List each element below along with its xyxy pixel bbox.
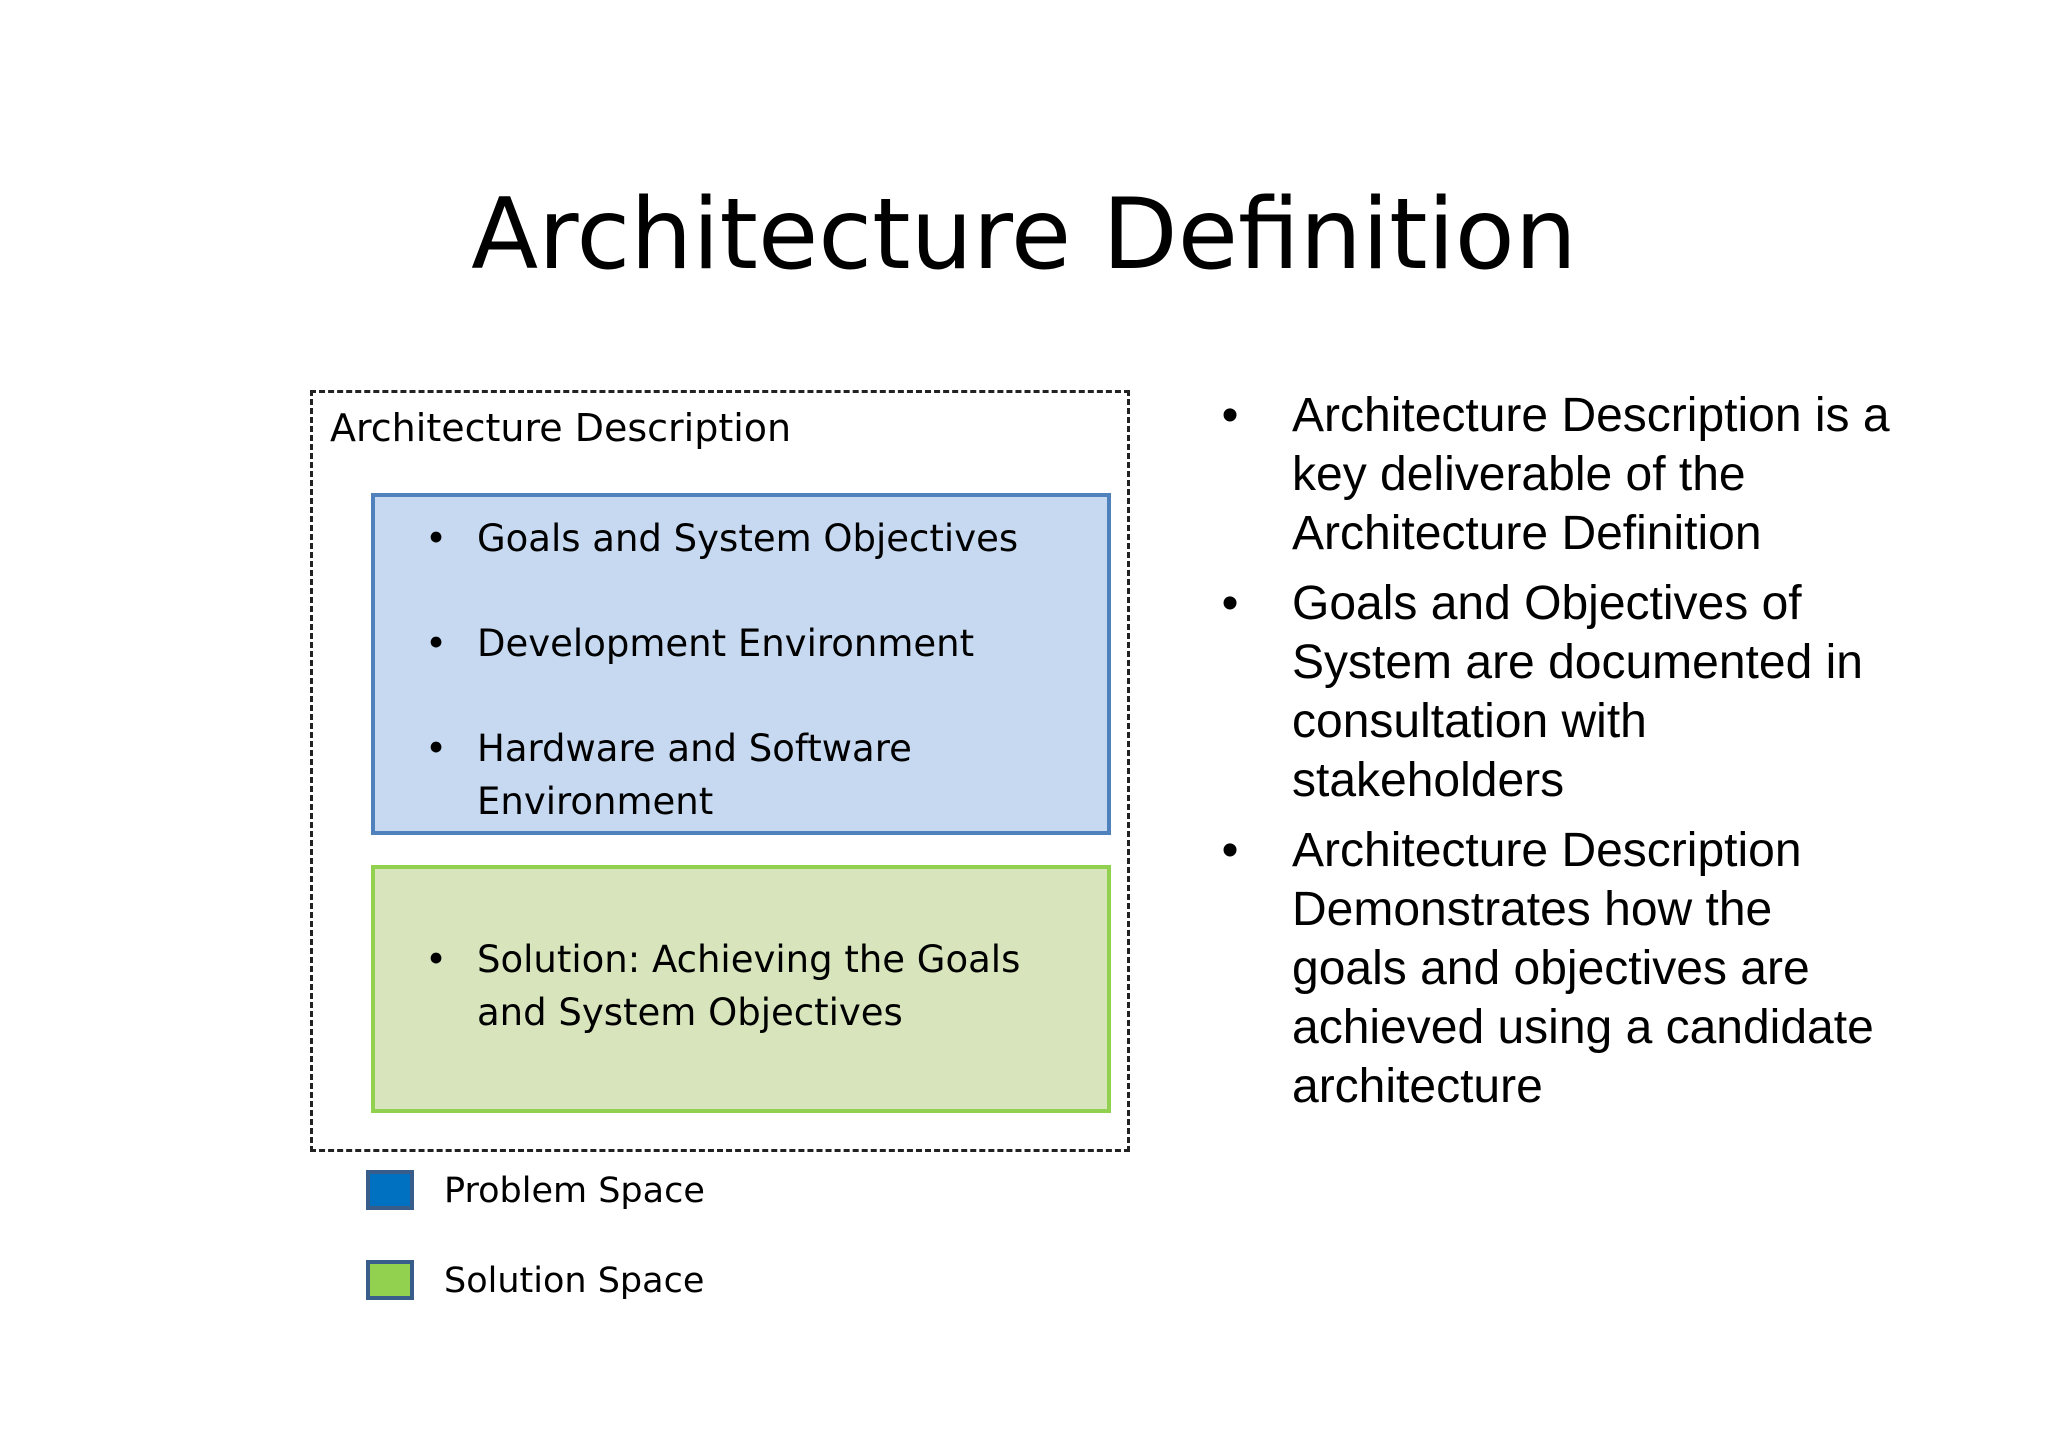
summary-bullet-text: Goals and Objectives of System are documented in consultation with stakeholders bbox=[1292, 577, 1863, 807]
bullet-icon: • bbox=[1221, 577, 1239, 630]
problem-items-list bbox=[375, 512, 1107, 828]
summary-bullets bbox=[1210, 386, 1900, 1127]
summary-bullet-text: Architecture Description is a key deliverable of the Architecture Definition bbox=[1292, 389, 1890, 560]
problem-space-swatch bbox=[366, 1170, 414, 1210]
summary-bullet bbox=[1210, 574, 1900, 810]
architecture-description-frame bbox=[310, 390, 1130, 1152]
problem-item-text: Hardware and Software Environment bbox=[477, 727, 912, 823]
solution-item-text: Solution: Achieving the Goals and System Objectives bbox=[477, 938, 1021, 1034]
bullet-icon: • bbox=[425, 517, 447, 560]
legend-label: Solution Space bbox=[444, 1261, 705, 1301]
architecture-description-label: Architecture Description bbox=[330, 406, 792, 450]
bullet-icon: • bbox=[425, 727, 447, 770]
problem-item bbox=[375, 617, 1107, 670]
solution-space-swatch bbox=[366, 1260, 414, 1300]
bullet-icon: • bbox=[1221, 824, 1239, 877]
legend-label: Problem Space bbox=[444, 1171, 705, 1211]
solution-items-list bbox=[375, 933, 1107, 1039]
bullet-icon: • bbox=[1221, 389, 1239, 442]
problem-space-box bbox=[371, 493, 1111, 835]
bullet-icon: • bbox=[425, 938, 447, 981]
summary-bullet bbox=[1210, 821, 1900, 1116]
solution-item bbox=[375, 933, 1107, 1039]
bullet-icon: • bbox=[425, 622, 447, 665]
solution-space-box bbox=[371, 865, 1111, 1113]
slide-title: Architecture Definition bbox=[471, 178, 1577, 292]
summary-bullet bbox=[1210, 386, 1900, 563]
problem-item bbox=[375, 722, 1107, 828]
problem-item-text: Development Environment bbox=[477, 622, 975, 665]
problem-item bbox=[375, 512, 1107, 565]
summary-bullet-text: Architecture Description Demonstrates how the goals and objectives are achieved using a candidate architecture bbox=[1292, 824, 1874, 1113]
problem-item-text: Goals and System Objectives bbox=[477, 517, 1019, 560]
